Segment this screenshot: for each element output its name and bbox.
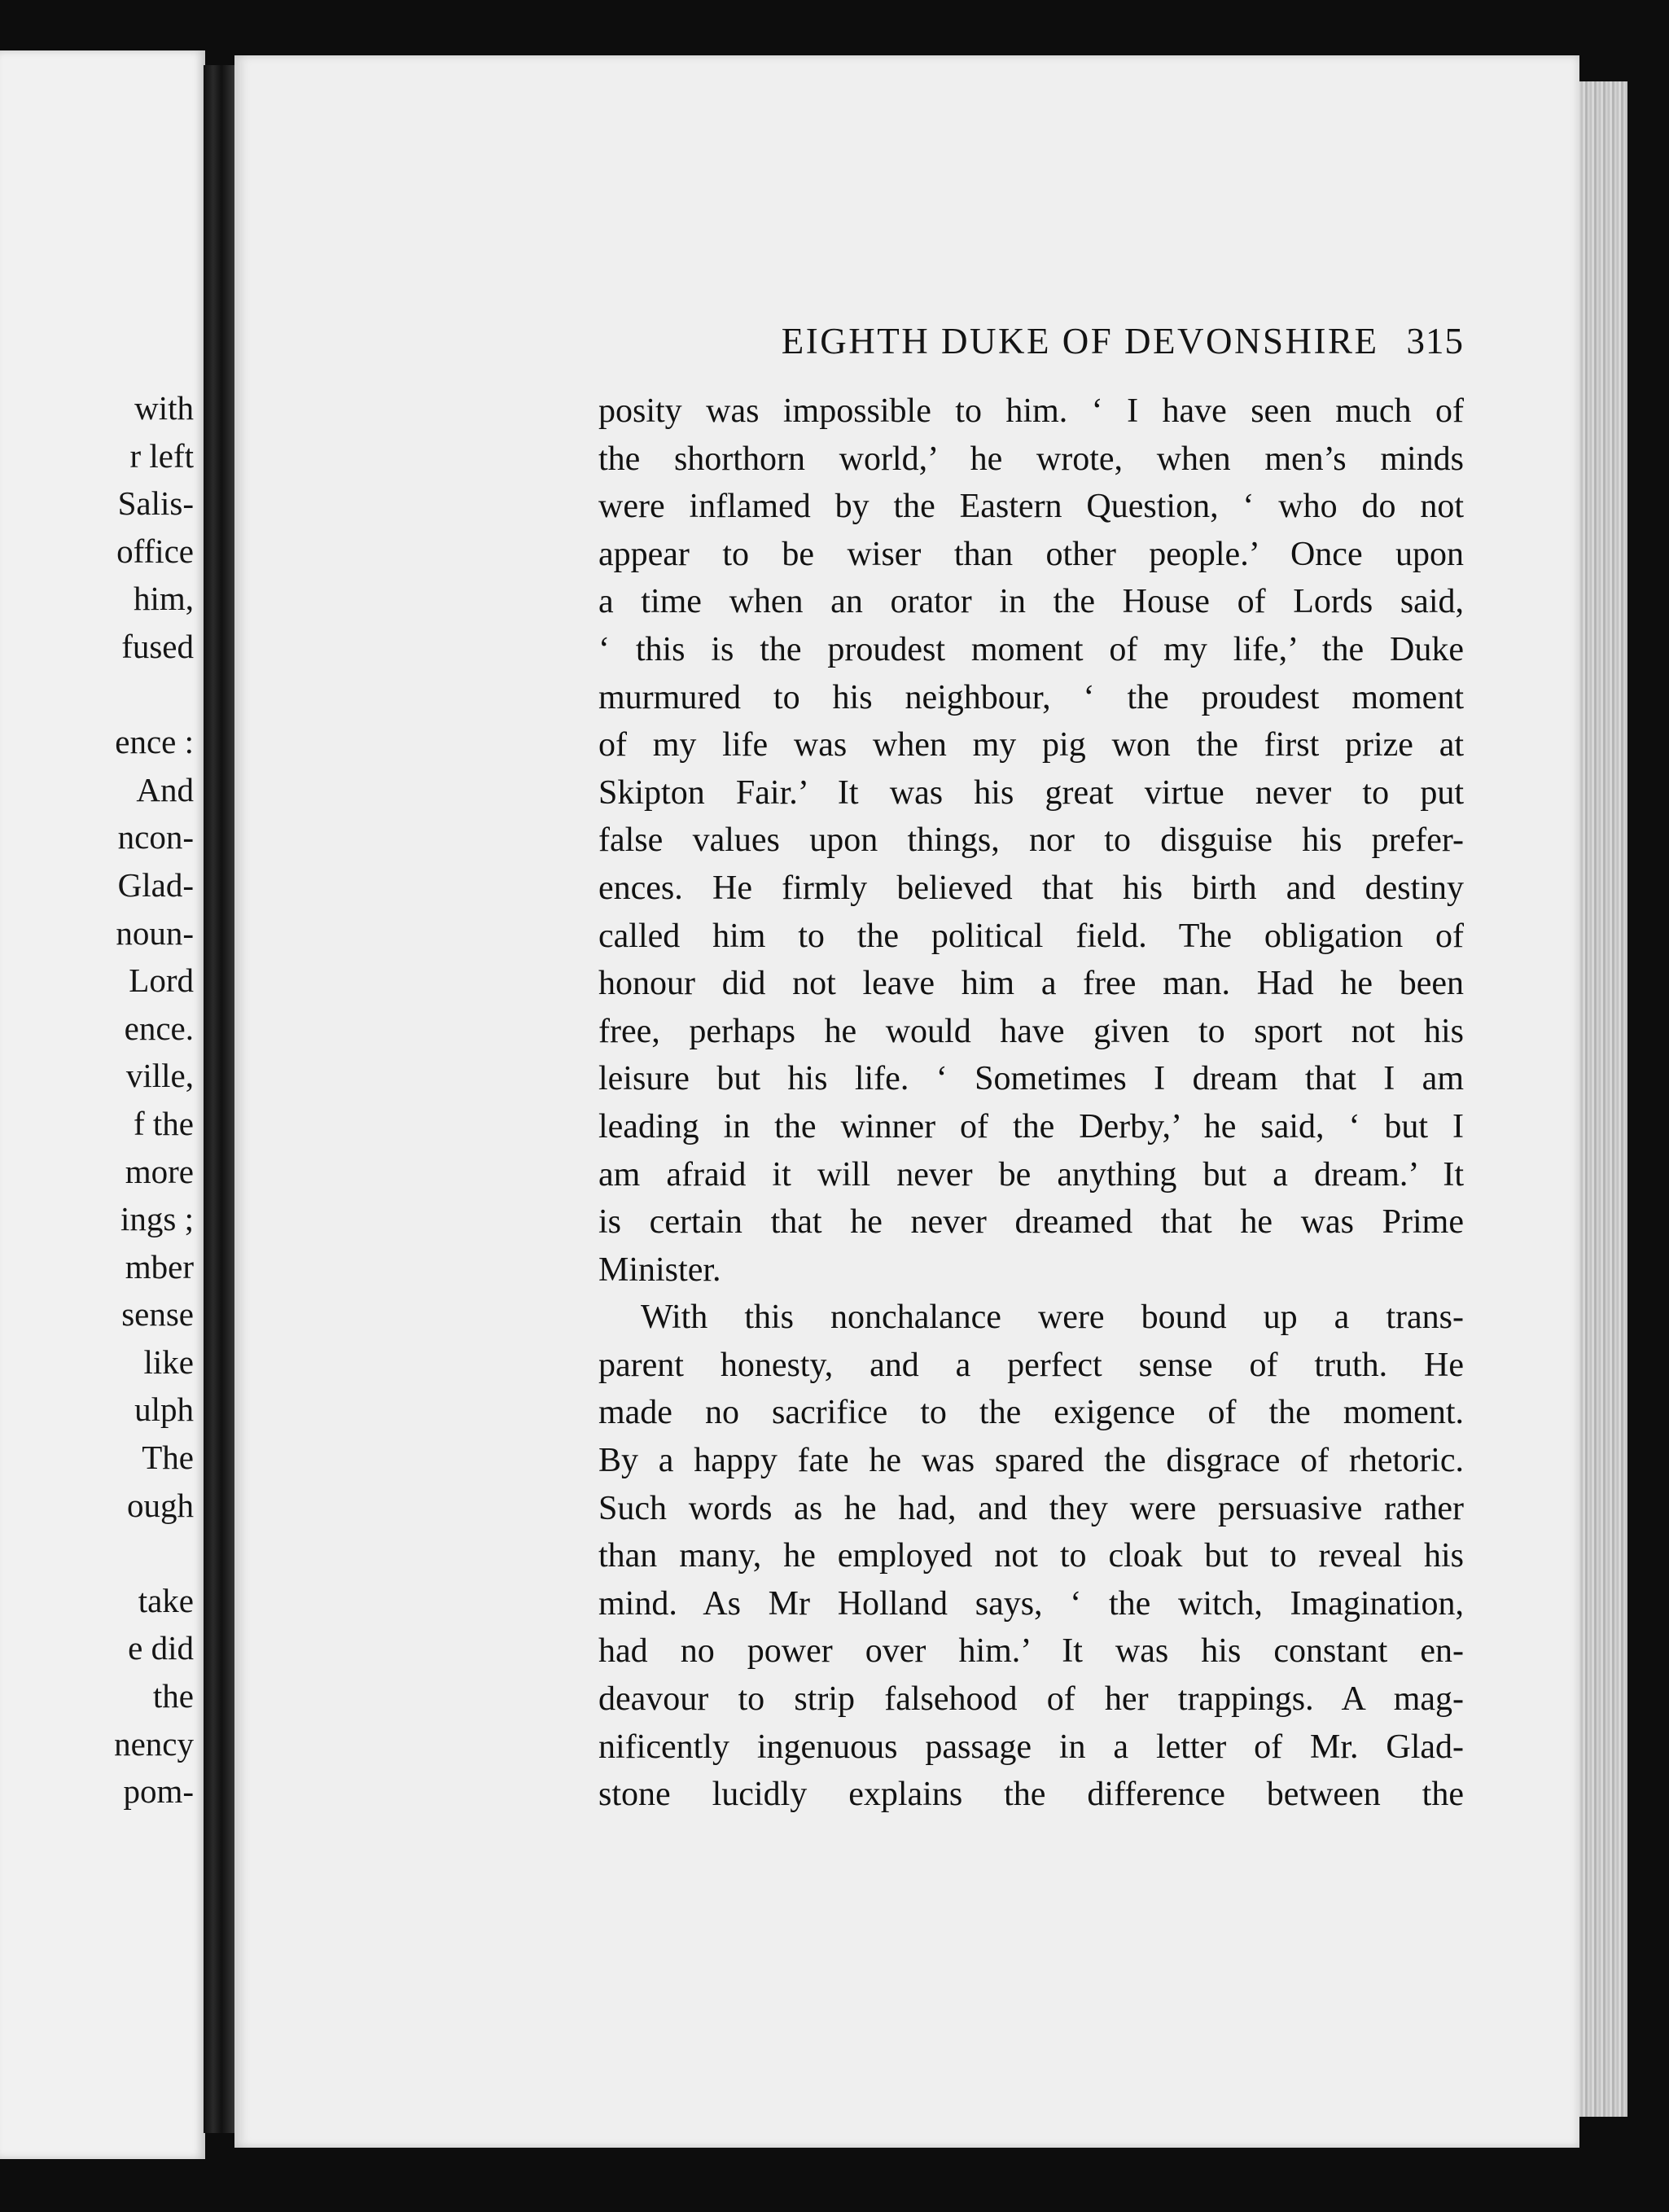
text-line: the shorthorn world,’ he wrote, when men’s minds: [598, 440, 1464, 478]
text-line: nificently ingenuous passage in a letter of Mr. Glad-: [598, 1728, 1464, 1766]
previous-page-line: pom-: [123, 1772, 194, 1811]
text-line: called him to the political field. The obligation of: [598, 917, 1464, 955]
previous-page-line: the: [144, 1677, 194, 1715]
text-line: made no sacrifice to the exigence of the moment.: [598, 1394, 1464, 1432]
previous-page-line: more: [125, 1152, 194, 1190]
text-line: than many, he employed not to cloak but to reveal his: [598, 1537, 1464, 1575]
previous-page-line: take: [129, 1581, 194, 1619]
book-page: [234, 55, 1579, 2148]
text-line: mind. As Mr Holland says, ‘ the witch, Imagination,: [598, 1584, 1464, 1623]
text-line: deavour to strip falsehood of her trappings. A mag-: [598, 1680, 1464, 1719]
previous-page-line: mber: [125, 1247, 194, 1286]
text-line: were inflamed by the Eastern Question, ‘ who do not: [598, 488, 1464, 526]
book-gutter: [204, 65, 236, 2133]
previous-page-line: [0, 1529, 194, 1577]
previous-page-line: with: [134, 389, 194, 427]
previous-page-line: him,: [125, 580, 194, 618]
body-text: [598, 388, 1464, 1819]
text-line: am afraid it will never be anything but a dream.’ It: [598, 1155, 1464, 1194]
previous-page-line: ulph: [134, 1391, 194, 1429]
text-line: free, perhaps he would have given to sport not his: [598, 1012, 1464, 1050]
previous-page-line: nency: [114, 1724, 194, 1763]
text-line: Minister.: [598, 1251, 721, 1289]
text-line: ‘ this is the proudest moment of my life,’ the Duke: [598, 630, 1464, 668]
text-line: had no power over him.’ It was his constant en-: [598, 1632, 1464, 1671]
previous-page: [0, 50, 205, 2159]
text-line: false values upon things, nor to disguise his prefer-: [598, 821, 1464, 860]
text-line: appear to be wiser than other people.’ Once upon: [598, 535, 1464, 573]
page-number: 315: [1406, 321, 1464, 361]
running-head-title: EIGHTH DUKE OF DEVONSHIRE: [781, 321, 1379, 361]
running-head: [234, 320, 1464, 362]
text-line: leisure but his life. ‘ Sometimes I dream that I am: [598, 1060, 1464, 1098]
previous-page-line: ings ;: [120, 1200, 194, 1238]
text-line: posity was impossible to him. ‘ I have seen much of: [598, 392, 1464, 430]
previous-page-line: Lord: [129, 961, 194, 1000]
text-line: honour did not leave him a free man. Had he been: [598, 965, 1464, 1003]
text-line: stone lucidly explains the difference between the: [598, 1776, 1464, 1814]
text-line: With this nonchalance were bound up a trans-: [641, 1299, 1464, 1337]
text-line: is certain that he never dreamed that he was Prime: [598, 1203, 1464, 1242]
previous-page-line: [0, 671, 194, 719]
text-line: ences. He firmly believed that his birth and destiny: [598, 869, 1464, 907]
text-line: parent honesty, and a perfect sense of truth. He: [598, 1346, 1464, 1384]
previous-page-line: like: [135, 1343, 194, 1381]
text-line: By a happy fate he was spared the disgrace of rhetoric.: [598, 1442, 1464, 1480]
previous-page-text: [0, 384, 194, 1816]
text-line: a time when an orator in the House of Lords said,: [598, 583, 1464, 621]
previous-page-line: Glad-: [117, 865, 194, 904]
previous-page-line: And: [129, 770, 194, 808]
previous-page-line: f the: [134, 1104, 194, 1142]
previous-page-line: e did: [128, 1629, 194, 1667]
text-line: Such words as he had, and they were persuasive rather: [598, 1489, 1464, 1527]
previous-page-line: office: [116, 532, 194, 570]
text-line: Skipton Fair.’ It was his great virtue never to put: [598, 773, 1464, 812]
previous-page-line: The: [134, 1439, 194, 1477]
previous-page-line: fused: [121, 627, 194, 665]
previous-page-line: r left: [129, 436, 194, 475]
previous-page-line: ence :: [115, 723, 194, 761]
text-line: leading in the winner of the Derby,’ he said, ‘ but I: [598, 1107, 1464, 1145]
previous-page-line: ough: [127, 1486, 194, 1524]
previous-page-line: noun-: [116, 913, 194, 952]
text-line: murmured to his neighbour, ‘ the proudest moment: [598, 678, 1464, 716]
previous-page-line: sense: [121, 1295, 194, 1334]
previous-page-line: ncon-: [117, 818, 194, 856]
text-line: of my life was when my pig won the first prize at: [598, 726, 1464, 764]
previous-page-line: Salis-: [117, 484, 194, 523]
previous-page-line: ence.: [124, 1009, 194, 1047]
previous-page-line: ville,: [125, 1057, 194, 1095]
